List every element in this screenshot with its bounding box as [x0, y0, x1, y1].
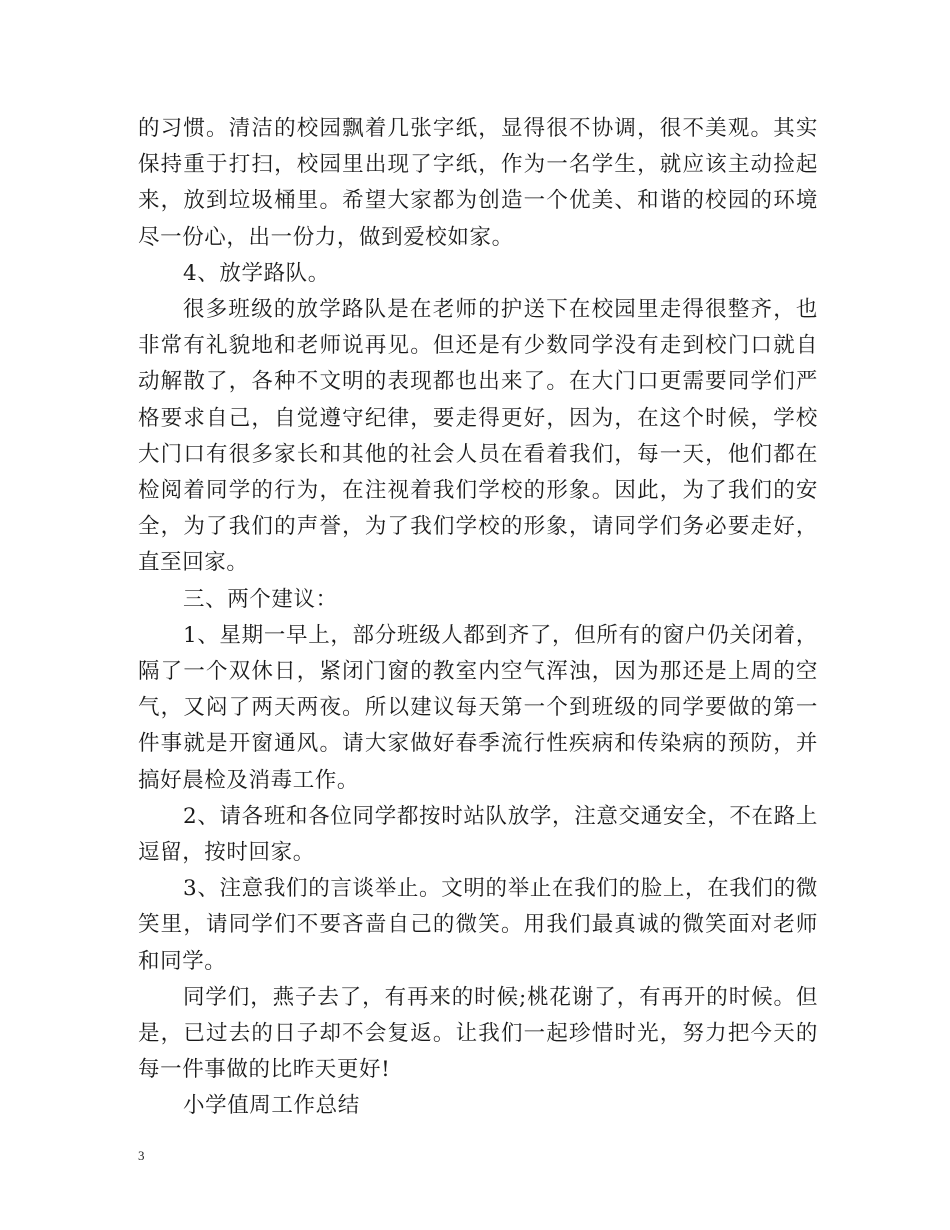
paragraph: 同学们，燕子去了，有再来的时候;桃花谢了，有再开的时候。但是，已过去的日子却不会复返。让我们一起珍惜时光，努力把今天的每一件事做的比昨天更好!: [138, 984, 818, 1083]
document-body: [138, 111, 818, 1125]
paragraph-title: 小学值周工作总结: [183, 1093, 360, 1119]
paragraph: 2、请各班和各位同学都按时站队放学，注意交通安全，不在路上逗留，按时回家。: [138, 803, 818, 866]
paragraph: 的习惯。清洁的校园飘着几张字纸，显得很不协调，很不美观。其实保持重于打扫，校园里出现了字纸，作为一名学生，就应该主动捡起来，放到垃圾桶里。希望大家都为创造一个优美、和谐的校园的环境尽一份心，出一份力，做到爱校如家。: [138, 116, 818, 250]
page-number: 3: [138, 1148, 145, 1163]
paragraph-heading: 三、两个建议：: [183, 586, 338, 612]
paragraph: 1、星期一早上，部分班级人都到齐了，但所有的窗户仍关闭着，隔了一个双休日，紧闭门窗的教室内空气浑浊，因为那还是上周的空气，又闷了两天两夜。所以建议每天第一个到班级的同学要做的第一件事就是开窗通风。请大家做好春季流行性疾病和传染病的预防，并搞好晨检及消毒工作。: [138, 622, 818, 793]
paragraph: 很多班级的放学路队是在老师的护送下在校园里走得很整齐，也非常有礼貌地和老师说再见。但还是有少数同学没有走到校门口就自动解散了，各种不文明的表现都也出来了。在大门口更需要同学们严格要求自己，自觉遵守纪律，要走得更好，因为，在这个时候，学校大门口有很多家长和其他的社会人员在看着我们，每一天，他们都在检阅着同学的行为，在注视着我们学校的形象。因此，为了我们的安全，为了我们的声誉，为了我们学校的形象，请同学们务必要走好，直至回家。: [138, 297, 818, 576]
paragraph-heading: 4、放学路队。: [183, 260, 330, 286]
paragraph: 3、注意我们的言谈举止。文明的举止在我们的脸上，在我们的微笑里，请同学们不要吝啬自己的微笑。用我们最真诚的微笑面对老师和同学。: [138, 876, 818, 974]
